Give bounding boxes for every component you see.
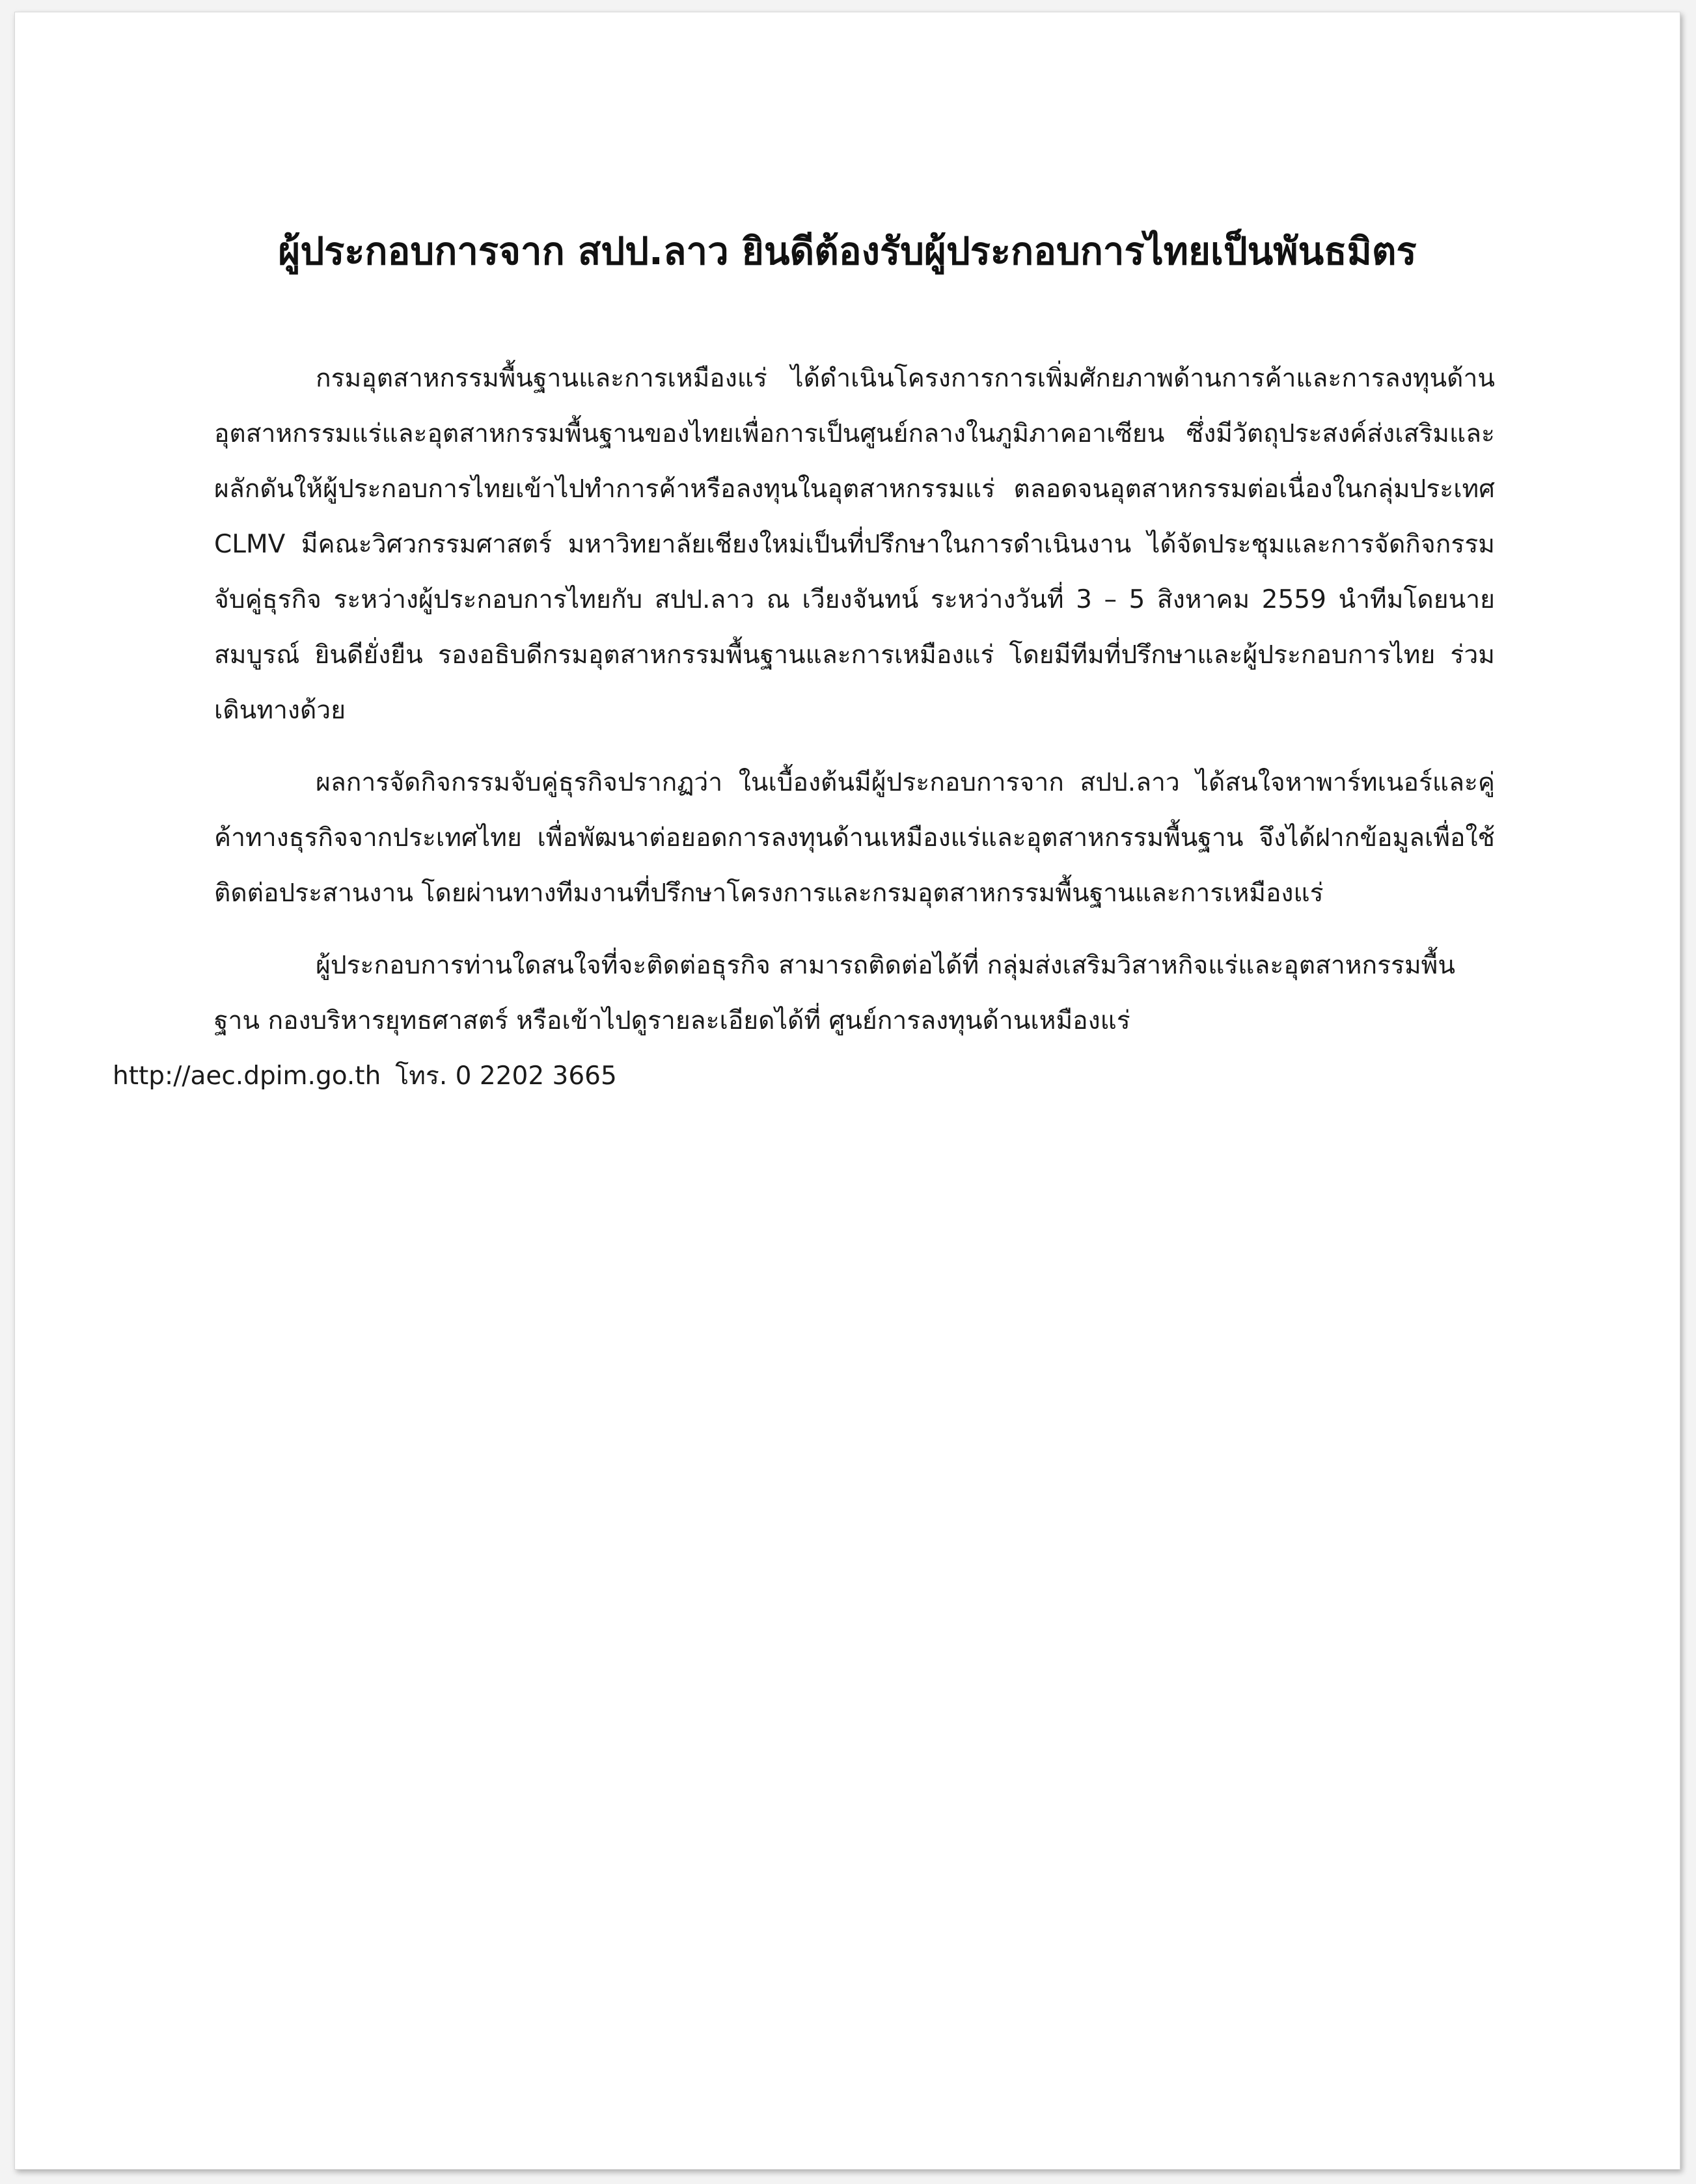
paragraph-project-overview: กรมอุตสาหกรรมพื้นฐานและการเหมืองแร่ ได้ดำเนินโครงการการเพิ่มศักยภาพด้านการค้าและการลงทุนด้านอุตสาหกรรมแร่และอุตสาหกรรมพื้นฐานของไทยเพื่อการเป็นศูนย์กลางในภูมิภาคอาเซียน ซึ่งมีวัตถุประสงค์ส่งเสริมและผลักดันให้ผู้ประกอบการไทยเข้าไปทำการค้าหรือลงทุนในอุตสาหกรรมแร่ ตลอดจนอุตสาหกรรมต่อเนื่องในกลุ่มประเทศ CLMV มีคณะวิศวกรรมศาสตร์ มหาวิทยาลัยเชียงใหม่เป็นที่ปรึกษาในการดำเนินงาน ได้จัดประชุมและการจัดกิจกรรมจับคู่ธุรกิจ ระหว่างผู้ประกอบการไทยกับ สปป.ลาว ณ เวียงจันทน์ ระหว่างวันที่ 3 – 5 สิงหาคม 2559 นำทีมโดยนายสมบูรณ์ ยินดียั่งยืน รองอธิบดีกรมอุตสาหกรรมพื้นฐานและการเหมืองแร่ โดยมีทีมที่ปรึกษาและผู้ประกอบการไทย ร่วมเดินทางด้วย xyxy=(214,364,1495,725)
contact-url-link[interactable]: http://aec.dpim.go.th xyxy=(113,1061,381,1091)
contact-info-text: ผู้ประกอบการท่านใดสนใจที่จะติดต่อธุรกิจ สามารถติดต่อได้ที่ กลุ่มส่งเสริมวิสาหกิจแร่และอุตสาหกรรมพื้นฐาน กองบริหารยุทธศาสตร์ หรือเข้าไปดูรายละเอียดได้ที่ ศูนย์การลงทุนด้านเหมืองแร่ xyxy=(214,951,1456,1035)
paragraph-matching-results: ผลการจัดกิจกรรมจับคู่ธุรกิจปรากฏว่า ในเบื้องต้นมีผู้ประกอบการจาก สปป.ลาว ได้สนใจหาพาร์ทเนอร์และคู่ค้าทางธุรกิจจากประเทศไทย เพื่อพัฒนาต่อยอดการลงทุนด้านเหมืองแร่และอุตสาหกรรมพื้นฐาน จึงได้ฝากข้อมูลเพื่อใช้ติดต่อประสานงาน โดยผ่านทางทีมงานที่ปรึกษาโครงการและกรมอุตสาหกรรมพื้นฐานและการเหมืองแร่ xyxy=(214,768,1495,908)
paragraph-contact-info xyxy=(113,938,1495,1104)
document-title: ผู้ประกอบการจาก สปป.ลาว ยินดีต้องรับผู้ประกอบการไทยเป็นพันธมิตร xyxy=(278,229,1417,273)
contact-line xyxy=(113,1048,1495,1104)
document-page xyxy=(14,12,1680,2170)
document-body xyxy=(113,351,1495,1104)
contact-phone: โทร. 0 2202 3665 xyxy=(395,1061,617,1091)
